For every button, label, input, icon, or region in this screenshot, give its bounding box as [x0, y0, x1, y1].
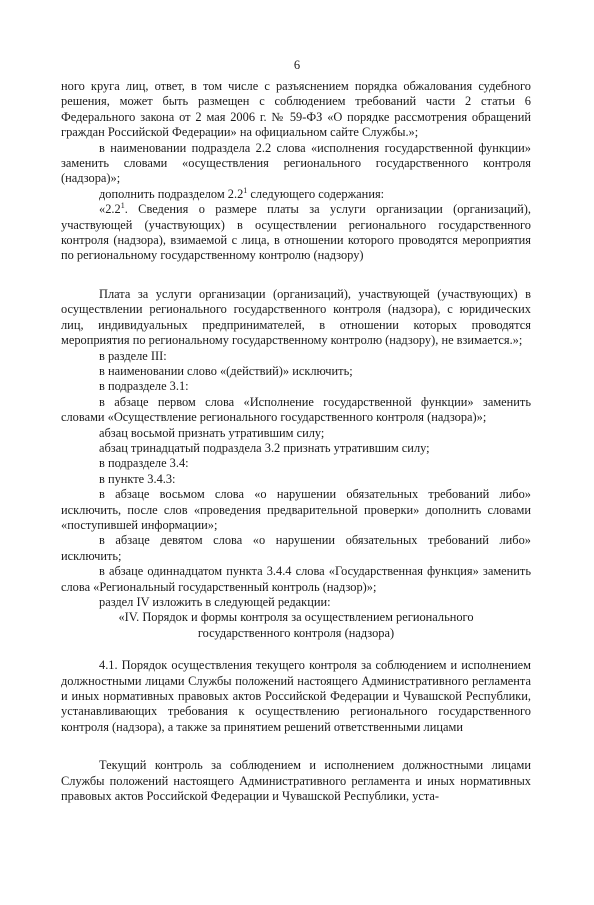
superscript: 1 [243, 185, 248, 195]
paragraph: в подразделе 3.1: [99, 379, 189, 394]
paragraph: абзац тринадцатый подраздела 3.2 признать утратившим силу; [99, 440, 430, 455]
section-heading: «IV. Порядок и формы контроля за осуществлением регионального [118, 610, 474, 625]
paragraph: в пункте 3.4.3: [99, 471, 176, 486]
paragraph [61, 202, 531, 264]
document-body [61, 79, 531, 804]
paragraph: в наименовании подраздела 2.2 слова «исполнения государственной функции» заменить словами «осуществления регионального государственного контроля (надзора)»; [61, 140, 531, 186]
paragraph-text: . Сведения о размере платы за услуги организации (организаций), участвующей (участвующих) в осуществлении регионального государственного контроля (надзора), взимаемой с лица, в отношении которого проводятся мероприятия по региональному государственному контролю (надзору) [61, 202, 531, 263]
paragraph-text: дополнить подразделом 2.2 [99, 186, 244, 201]
paragraph: в абзаце первом слова «Исполнение государственной функции» заменить словами «Осуществление регионального государственного контроля (надзора)»; [61, 394, 531, 425]
superscript: 1 [120, 201, 125, 211]
paragraph: в абзаце одиннадцатом пункта 3.4.4 слова «Государственная функция» заменить слова «Региональный государственный контроль (надзор)»; [61, 564, 531, 594]
paragraph: абзац восьмой признать утратившим силу; [99, 425, 325, 440]
paragraph-text: «2.2 [99, 202, 121, 217]
paragraph: в разделе III: [99, 348, 167, 363]
paragraph: ного круга лиц, ответ, в том числе с разъяснением порядка обжалования судебного решения, может быть размещен с соблюдением требований части 2 статьи 6 Федерального закона от 2 мая 2006 г. № 59-ФЗ «О порядке рассмотрения обращений граждан Российской Федерации» на официальном сайте Службы.»; [61, 79, 531, 140]
paragraph: в абзаце девятом слова «о нарушении обязательных требований либо» исключить; [61, 533, 531, 563]
page-number: 6 [293, 58, 301, 72]
paragraph [61, 187, 531, 202]
paragraph-text: следующего содержания: [250, 186, 385, 201]
paragraph: в наименовании слово «(действий)» исключить; [99, 363, 353, 378]
paragraph: в подразделе 3.4: [99, 456, 189, 471]
paragraph: раздел IV изложить в следующей редакции: [99, 595, 331, 609]
section-heading: государственного контроля (надзора) [197, 625, 395, 640]
paragraph: Плата за услуги организации (организаций), участвующей (участвующих) в осуществлении регионального государственного контроля (надзора), с юридических лиц, индивидуальных предпринимателей, в отношении которых проводятся мероприятия по региональному государственному контролю (надзору), не взимается.»; [61, 286, 531, 348]
subsection-heading: 4.1. Порядок осуществления текущего контроля за соблюдением и исполнением должностными лицами Службы положений настоящего Административного регламента и иных нормативных правовых актов Российской Федерации и Чувашской Республики, устанавливающих требования к осуществлению регионального государственного контроля (надзора), а также за принятием решений ответственными лицами [61, 658, 531, 734]
paragraph: в абзаце восьмом слова «о нарушении обязательных требований либо» исключить, после слов «проведения предварительной проверки» дополнить словами «поступившей информации»; [61, 487, 531, 532]
paragraph: Текущий контроль за соблюдением и исполнением должностными лицами Службы положений настоящего Административного регламента и иных нормативных правовых актов Российской Федерации и Чувашской Республики, уста- [61, 758, 531, 804]
